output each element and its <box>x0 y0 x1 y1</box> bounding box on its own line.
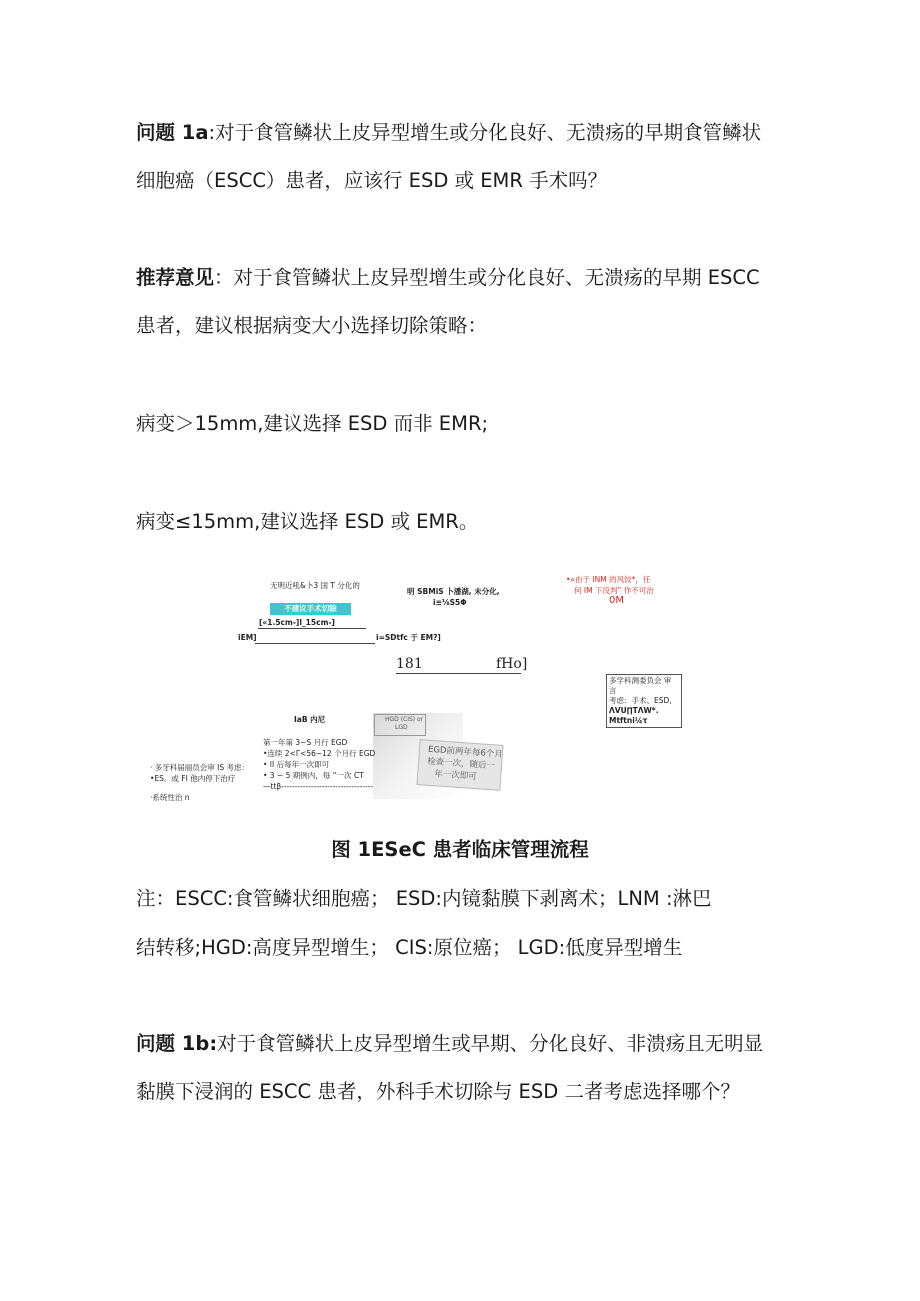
left-note: ·系统性治 n <box>150 793 190 802</box>
question-1a-text: :对于食管鳞状上皮异型增生或分化良好、无溃疡的早期食管鳞状 <box>208 121 762 144</box>
question-1b-label: 问题 1b: <box>136 1032 218 1055</box>
egd-line: • 3 ~ 5 期例内，每 “一次 CT <box>263 771 364 780</box>
flow-number-181: 181 <box>396 656 423 672</box>
flow-text-top-left: 无明近吼&卜3 国 T 分化的 <box>270 581 360 590</box>
egd-note-text: EGD前两年每6个月 <box>427 744 504 760</box>
flow-text-top-middle-2: i≡⅛S5Φ <box>433 598 467 607</box>
hgd-box <box>374 714 426 736</box>
hgd-text: HGD (CIS) or <box>385 716 424 723</box>
recommendation-item: 病变≤15mm,建议选择 ESD 或 EMR。 <box>136 510 479 533</box>
flow-fho: fHo] <box>496 656 528 672</box>
egd-note-box <box>416 739 503 791</box>
mdt-text: 言 <box>609 686 617 695</box>
mdt-text: Mtftni¼τ <box>609 716 648 725</box>
figure-caption: 图 1ESeC 患者临床管理流程 <box>331 838 589 861</box>
recommendation-item: 病变＞15mm,建议选择 ESD 而非 EMR; <box>136 412 489 435</box>
flow-red-note-1: •«由于 INM 的风饺*，任 <box>566 575 651 584</box>
question-1b-text: 对于食管鳞状上皮异型增生或早期、分化良好、非溃疡且无明显 <box>217 1032 764 1055</box>
mdt-text: 多学科测委负会 审 <box>609 676 672 685</box>
egd-note-text: 年一次即可 <box>433 769 478 783</box>
hgd-text: LGD <box>395 724 408 731</box>
no-surgery-box <box>270 603 351 615</box>
egd-line: 第一年第 3~S 月行 EGD <box>263 738 348 747</box>
flow-emr-label: iEM] <box>238 633 257 642</box>
flowchart-figure <box>0 560 920 810</box>
mdt-box <box>606 674 682 728</box>
question-1a-label: 问题 1a <box>136 121 209 144</box>
flow-divider <box>255 643 375 644</box>
flow-divider <box>396 673 521 674</box>
recommendation-text: ：对于食管鳞状上皮异型增生或分化良好、无溃疡的早期 ESCC <box>214 266 760 289</box>
mdt-text: ΛVU∏TΛW*. <box>609 706 659 715</box>
flow-red-note-3: 0M <box>609 595 624 606</box>
left-note: •ES。或 FI 他内停下治疗 <box>150 774 236 783</box>
question-1b <box>136 1029 763 1058</box>
flow-iab-label: IaB 内尼 <box>294 715 326 724</box>
egd-note-text: 检查一次，随后一 <box>426 756 496 772</box>
mdt-text: 考虑：手术、ESD, <box>609 696 672 705</box>
egd-line: • II 后每年一次即可 <box>263 760 330 769</box>
question-1a <box>136 118 761 147</box>
recommendation-label: 推荐意见 <box>136 266 215 289</box>
egd-line: •连续 2<Γ<56~12 个月行 EGD <box>263 749 376 758</box>
egd-line: —ttβ---------------------------------- <box>263 782 374 791</box>
recommendation <box>136 263 760 292</box>
abbreviation-note: 注：ESCC:食管鳞状细胞癌； ESD:内镜黏膜下剥离术；LNM :淋巴 <box>136 887 712 910</box>
flow-red-note-2: 何 IM 下没判” 作不可治 <box>574 586 654 595</box>
no-surgery-label: 不建议手术切除 <box>284 604 337 613</box>
left-note: · 多牙科届丽员会审 IS 考虑： <box>150 763 250 772</box>
flow-esd-label: i=SDtfc 于 EM?] <box>376 633 441 642</box>
lesion-size-range: [«1.5cm-]l_15cm-] <box>259 618 335 627</box>
abbreviation-note-line2: 结转移;HGD:高度异型增生； CIS:原位癌； LGD:低度异型增生 <box>136 936 683 959</box>
recommendation-line2: 患者，建议根据病变大小选择切除策略： <box>136 314 488 337</box>
flow-text-top-middle: 明 SBMiS 卜潘湖, 未分化, <box>407 587 500 596</box>
question-1a-line2: 细胞癌（ESCC）患者，应该行 ESD 或 EMR 手术吗？ <box>136 169 608 192</box>
question-1b-line2: 黏膜下浸润的 ESCC 患者，外科手术切除与 ESD 二者考虑选择哪个？ <box>136 1080 740 1103</box>
flow-divider <box>258 628 366 629</box>
